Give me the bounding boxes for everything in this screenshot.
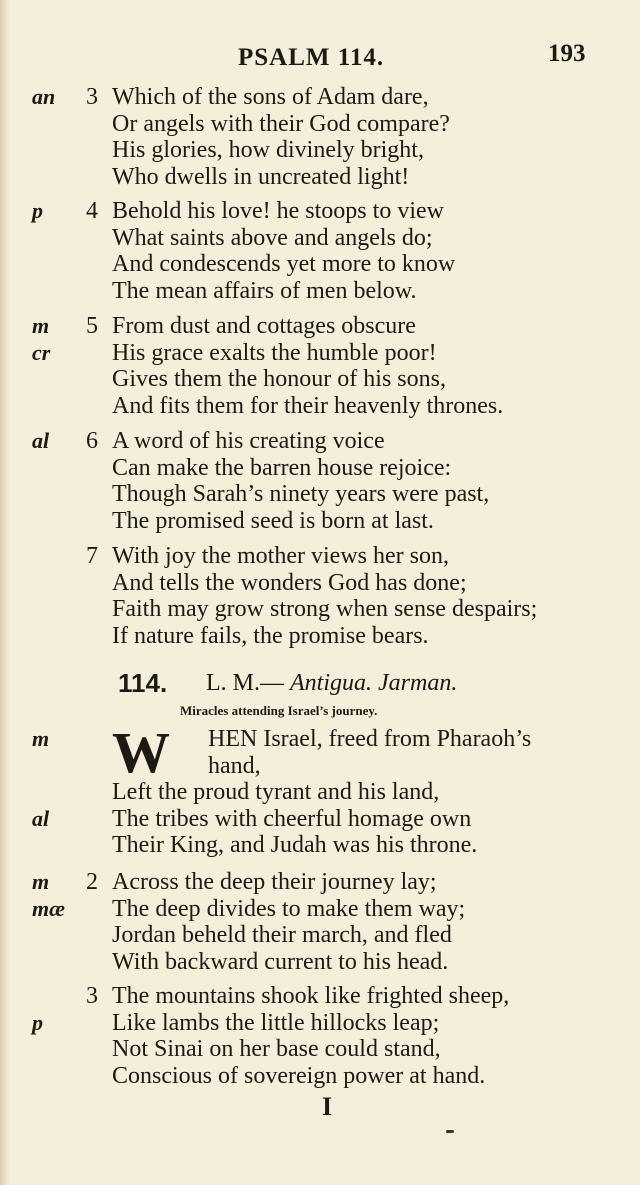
hymn-tunes: Antigua. Jarman.: [290, 670, 458, 696]
verse-line: [0, 623, 640, 650]
hymn-114-heading: [0, 668, 640, 702]
line-text: A word of his creating voice: [112, 428, 385, 454]
psalm-113-stanza: [0, 428, 640, 534]
verse-line: [0, 481, 640, 508]
verse-line: [0, 570, 640, 597]
verse-line: [0, 225, 640, 252]
verse-line: [0, 508, 640, 535]
line-text: If nature fails, the promise bears.: [112, 622, 429, 649]
dynamic-mark: al: [32, 428, 50, 453]
line-text: What saints above and angels do;: [112, 224, 433, 251]
dynamic-mark: m: [32, 726, 50, 751]
verse-line: [0, 1036, 640, 1063]
hymn-114-stanza: [0, 720, 640, 859]
line-text: With joy the mother views her son,: [112, 543, 449, 569]
line-text: With backward current to his head.: [112, 948, 449, 975]
line-text: Left the proud tyrant and his land,: [112, 779, 440, 806]
hymn-114-stanza: [0, 869, 640, 975]
verse-line: [0, 393, 640, 420]
line-text: The deep divides to make them way;: [112, 895, 466, 922]
hymn-114-stanza: [0, 983, 640, 1089]
verse-line: [0, 983, 640, 1010]
line-text: HEN Israel, freed from Pharaoh’s: [208, 726, 532, 752]
verse-number: 3: [86, 84, 98, 110]
verse-line: [0, 84, 640, 111]
line-text: His grace exalts the humble poor!: [112, 339, 437, 366]
verse-line: [0, 596, 640, 623]
verse-line: [0, 832, 640, 859]
signature-mark: I: [322, 1092, 333, 1121]
dynamic-mark: m: [32, 313, 50, 338]
line-text: The promised seed is born at last.: [112, 507, 434, 534]
verse-number: 2: [86, 869, 98, 895]
page-header: [0, 38, 640, 78]
verse-line: [0, 278, 640, 305]
psalm-113-stanza: [0, 313, 640, 419]
line-text: Across the deep their journey lay;: [112, 869, 437, 895]
line-text: The tribes with cheerful homage own: [112, 805, 472, 832]
verse-line: [0, 922, 640, 949]
verse-line: [0, 779, 640, 806]
line-text: Who dwells in uncreated light!: [112, 163, 410, 190]
line-text: And tells the wonders God has done;: [112, 569, 467, 596]
page-number: 193: [548, 40, 586, 67]
verse-line: [0, 164, 640, 191]
line-text: Can make the barren house rejoice:: [112, 454, 452, 481]
verse-line: [0, 340, 640, 367]
line-text: Which of the sons of Adam dare,: [112, 84, 429, 110]
verse-line: [0, 251, 640, 278]
line-text: The mountains shook like frighted sheep,: [112, 983, 510, 1009]
line-text: His glories, how divinely bright,: [112, 137, 424, 164]
verse-line: [0, 137, 640, 164]
line-text: hand,: [208, 752, 261, 779]
dynamic-mark: an: [32, 84, 56, 109]
line-text: Not Sinai on her base could stand,: [112, 1036, 441, 1063]
line-text: And condescends yet more to know: [112, 251, 456, 278]
line-text: Though Sarah’s ninety years were past,: [112, 481, 490, 508]
line-text: Their King, and Judah was his throne.: [112, 832, 478, 859]
verse-line: [0, 366, 640, 393]
verse-number: 5: [86, 313, 98, 339]
verse-line: [0, 869, 640, 896]
line-text: And fits them for their heavenly thrones.: [112, 392, 504, 419]
verse-line: [0, 806, 640, 833]
line-text: Gives them the honour of his sons,: [112, 366, 446, 393]
verse-number: 4: [86, 198, 98, 224]
psalm-113-stanza: [0, 198, 640, 304]
verse-line: [0, 198, 640, 225]
verse-line: [0, 455, 640, 482]
hymn-meter: L. M.—: [206, 670, 284, 696]
verse-line: [0, 111, 640, 138]
psalm-113-stanza: [0, 84, 640, 190]
line-text: Behold his love! he stoops to view: [112, 198, 444, 224]
verse-line: [0, 949, 640, 976]
line-text: Jordan beheld their march, and fled: [112, 922, 452, 949]
ink-speck: [446, 1130, 454, 1133]
dynamic-mark: p: [32, 1009, 43, 1035]
verse-line: [0, 1063, 640, 1090]
drop-capital: W: [112, 720, 170, 785]
running-title: PSALM 114.: [238, 44, 385, 71]
hymn-subtitle: Miracles attending Israel’s journey.: [180, 703, 378, 718]
hymn-number: 114.: [118, 668, 168, 698]
verse-number: 7: [86, 543, 98, 569]
line-text: From dust and cottages obscure: [112, 313, 416, 339]
verse-line: [0, 1010, 640, 1037]
line-text: Conscious of sovereign power at hand.: [112, 1062, 486, 1089]
verse-line: [0, 543, 640, 570]
line-text: Or angels with their God compare?: [112, 110, 450, 137]
verse-line: [0, 428, 640, 455]
dynamic-mark: cr: [32, 339, 51, 365]
dynamic-mark: m: [32, 869, 50, 894]
line-text: Faith may grow strong when sense despairs;: [112, 596, 538, 623]
line-text: The mean affairs of men below.: [112, 277, 417, 304]
dynamic-mark: mæ: [32, 895, 65, 921]
verse-line: [0, 726, 640, 753]
dynamic-mark: al: [32, 805, 50, 831]
verse-number: 3: [86, 983, 98, 1009]
verse-line: [0, 753, 640, 780]
verse-number: 6: [86, 428, 98, 454]
verse-line: [0, 896, 640, 923]
dynamic-mark: p: [32, 198, 43, 223]
verse-line: [0, 313, 640, 340]
psalm-113-stanza: [0, 543, 640, 649]
line-text: Like lambs the little hillocks leap;: [112, 1009, 440, 1036]
